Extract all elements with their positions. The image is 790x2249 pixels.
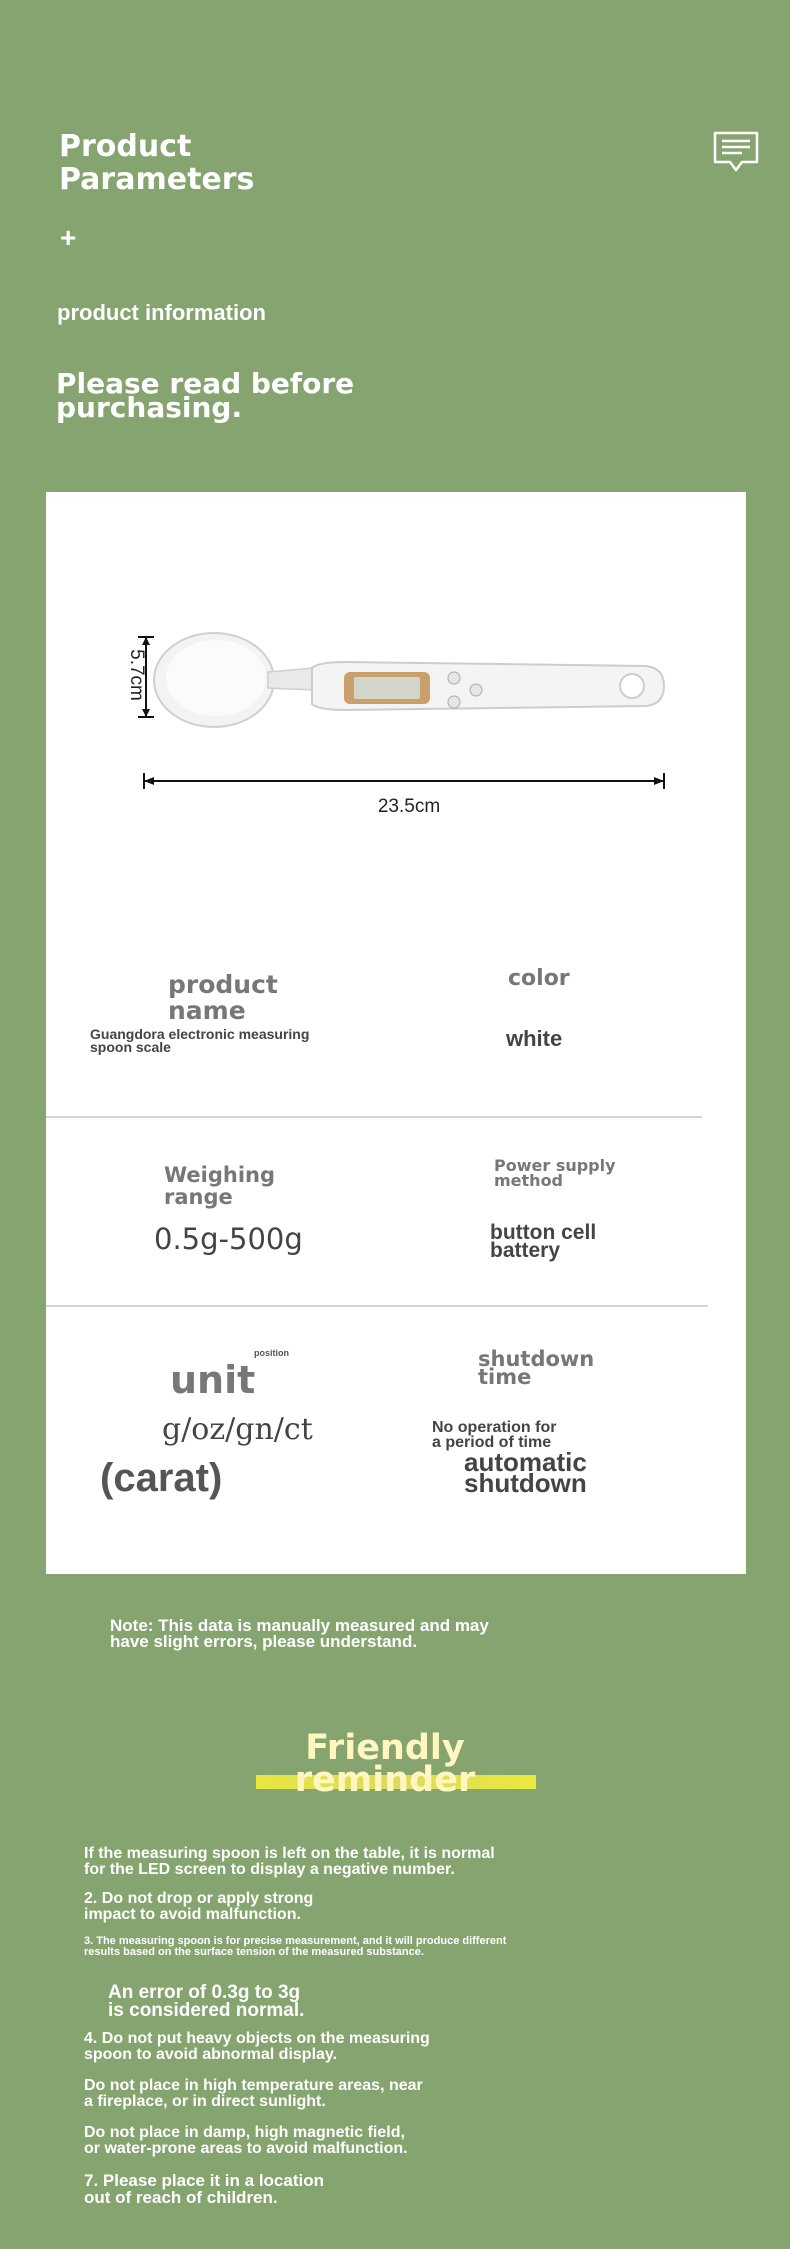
reminder-tip: Do not place in damp, high magnetic field, or water-prone areas to avoid malfunction. [84, 2124, 408, 2157]
reminder-tip: 7. Please place it in a location out of reach of children. [84, 2171, 324, 2207]
page-title: Product Parameters [59, 129, 255, 197]
friendly-reminder-title: Friendly reminder [294, 1728, 476, 1800]
measurement-note: Note: This data is manually measured and may have slight errors, please understand. [110, 1616, 489, 1651]
product-name-title: product name [168, 970, 278, 1025]
unit-value: g/oz/gn/ct [162, 1412, 313, 1447]
spoon-scale-image [46, 492, 746, 812]
product-name-value: Guangdora electronic measuring spoon scale [90, 1026, 310, 1055]
shutdown-title: shutdown time [478, 1347, 595, 1389]
shutdown-desc: No operation for a period of time [432, 1419, 557, 1451]
reminder-tip: An error of 0.3g to 3g is considered normal. [108, 1982, 305, 2021]
weighing-range-value: 0.5g-500g [154, 1222, 303, 1256]
shutdown-value: automatic shutdown [464, 1447, 587, 1498]
reminder-tip: If the measuring spoon is left on the table, it is normal for the LED screen to display a negative number. [84, 1845, 495, 1878]
reminder-tip: 4. Do not put heavy objects on the measuring spoon to avoid abnormal display. [84, 2030, 430, 2063]
unit-carat: (carat) [100, 1456, 223, 1500]
plus-icon[interactable]: + [60, 222, 77, 253]
section-heading: product information [57, 300, 266, 325]
row-divider [46, 1116, 702, 1118]
read-before-heading: Please read before purchasing. [56, 367, 355, 424]
reminder-tip: 2. Do not drop or apply strong impact to avoid malfunction. [84, 1890, 314, 1923]
power-supply-value: button cell battery [490, 1221, 597, 1262]
reminder-tip: 3. The measuring spoon is for precise measurement, and it will produce different results based on the surface tension of the measured substance. [84, 1935, 507, 1958]
product-panel [46, 492, 746, 1574]
length-label: 23.5cm [377, 796, 441, 817]
reminder-tip: Do not place in high temperature areas, near a fireplace, or in direct sunlight. [84, 2077, 423, 2110]
row-divider [46, 1305, 708, 1307]
color-title: color [508, 966, 570, 991]
color-value: white [506, 1026, 563, 1051]
power-supply-title: Power supply method [494, 1156, 616, 1190]
unit-title: unit [170, 1358, 256, 1402]
weighing-range-title: Weighing range [164, 1163, 276, 1209]
unit-position-label: position [254, 1348, 289, 1358]
chat-icon[interactable] [712, 130, 760, 174]
height-label: 5.7cm [126, 649, 147, 701]
